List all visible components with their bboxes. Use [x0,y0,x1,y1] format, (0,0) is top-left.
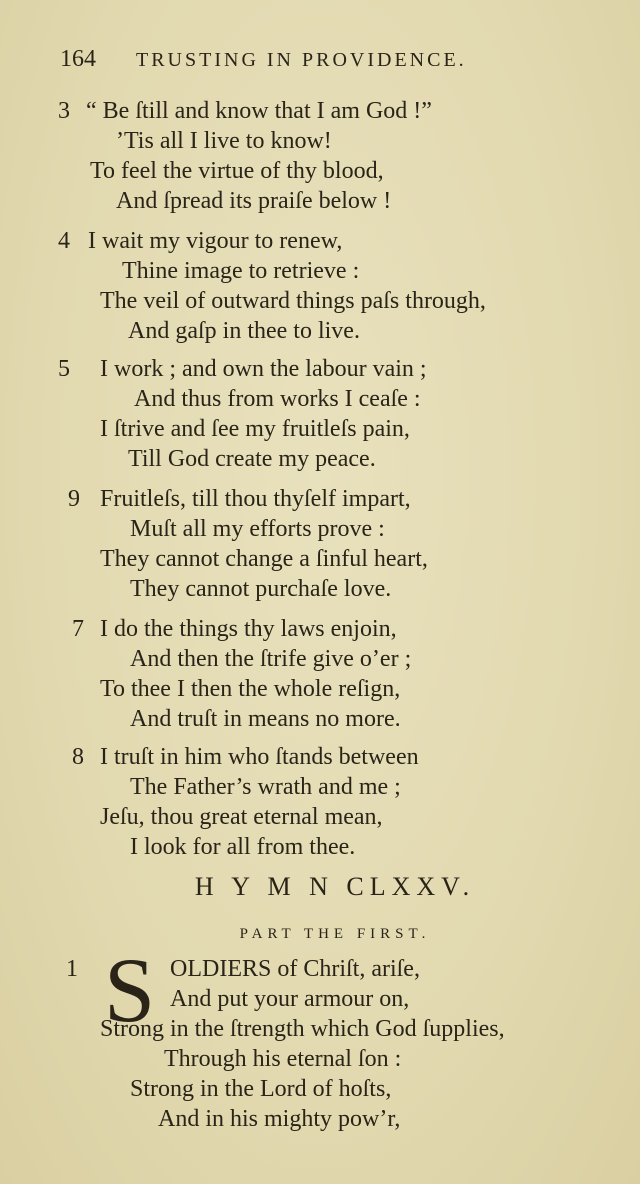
verse-line: And truſt in means no more. [130,706,401,732]
verse-line: “ Be ſtill and know that I am God !” [86,98,432,124]
verse-line: And ſpread its praiſe below ! [116,188,392,214]
verse-line: And put your armour on, [170,986,410,1012]
verse-line: Muſt all my efforts prove : [130,516,385,542]
running-title: TRUSTING IN PROVIDENCE. [136,49,467,71]
verse-line: I work ; and own the labour vain ; [100,356,427,382]
verse-line: ’Tis all I live to know! [116,128,332,154]
verse-line: The veil of outward things paſs through, [100,288,486,314]
stanza-number: 9 [68,486,80,512]
verse-line: I truſt in him who ſtands between [100,744,419,770]
page-number: 164 [60,46,96,72]
verse-line: Through his eternal ſon : [164,1046,402,1072]
stanza-number: 4 [58,228,70,254]
verse-line: The Father’s wrath and me ; [130,774,401,800]
stanza-8 [58,742,628,862]
verse-line: Jeſu, thou great eternal mean, [100,804,383,830]
hymn-title: H Y M N CLXXV. [194,872,476,901]
verse-line: I do the things thy laws enjoin, [100,616,397,642]
verse-line: Fruitleſs, till thou thyſelf impart, [100,486,411,512]
stanza-7 [58,614,628,734]
stanza-number: 1 [66,956,78,982]
verse-line: They cannot purchaſe love. [130,576,392,602]
verse-line: To feel the virtue of thy blood, [90,158,384,184]
stanza-9 [58,484,628,604]
stanza-5 [58,354,628,474]
verse-line: Strong in the Lord of hoſts, [130,1076,392,1102]
verse-line: Strong in the ſtrength which God ſupplies, [100,1016,505,1042]
verse-line: To thee I then the whole reſign, [100,676,401,702]
verse-line: Thine image to retrieve : [122,258,360,284]
stanza-number: 7 [72,616,84,642]
stanza-3 [58,96,628,216]
verse-line: And gaſp in thee to live. [128,318,360,344]
verse-line: And thus from works I ceaſe : [134,386,421,412]
verse-line: I wait my vigour to renew, [88,228,343,254]
stanza-number: 5 [58,356,70,382]
running-header [60,46,560,73]
verse-line: And then the ſtrife give o’er ; [130,646,412,672]
verse-line: I ſtrive and ſee my fruitleſs pain, [100,416,410,442]
part-heading: PART THE FIRST. [239,926,431,942]
hymn-stanza-1 [58,954,628,1134]
stanza-number: 8 [72,744,84,770]
verse-line: I look for all from thee. [130,834,356,860]
verse-line: And in his mighty pow’r, [158,1106,401,1132]
verse-line: They cannot change a ſinful heart, [100,546,428,572]
stanza-4 [58,226,628,346]
verse-line: OLDIERS of Chriſt, ariſe, [170,956,420,982]
verse-line: Till God create my peace. [128,446,376,472]
stanza-number: 3 [58,98,70,124]
drop-cap: S [104,939,156,1041]
